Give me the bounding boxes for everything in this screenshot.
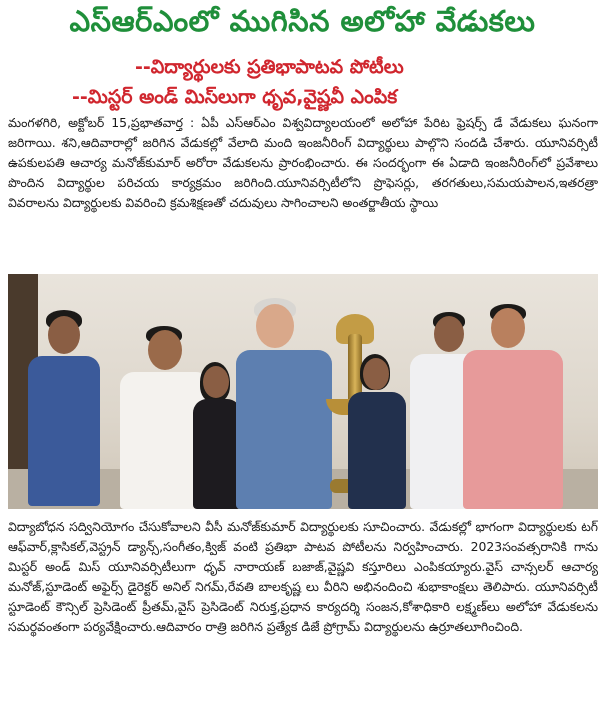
subheadline-1: --విద్యార్థులకు ప్రతిభాపాటవ పోటీలు: [135, 56, 404, 78]
news-photo: [8, 274, 598, 509]
headline: ఎస్ఆర్ఎంలో ముగిసిన అలోహా వేడుకలు: [69, 4, 536, 38]
article-paragraph-2: విద్యాబోధన సద్వినియోగం చేసుకోవాలని వీసీ మనోజ్‌కుమార్ విద్యార్థులకు సూచించారు. వేడుకల్లో భాగంగా విద్యార్థులకు టగ్ ఆఫ్‌వార్,క్లాసికల్,వెస్ట్రన్ డ్యాన్స్,సంగీతం,క్విజ్ వంటి ప్రతిభా పాటవ పోటీలను నిర్వహించారు. 2023సంవత్సరానికి గాను మిస్టర్ అండ్ మిస్ యూనివర్సిటీలుగా ధృవ్ నారాయణ్ బజాజ్,వైష్ణవి కస్తూరిలు ఎంపికయ్యారు.వైస్ చాన్సలర్ ఆచార్య మనోజ్,స్టూడెంట్ అఫైర్స్ డైరెక్టర్ అనిల్ నిగమ్,రేవతి బాలకృష్ణ లు వీరిని అభినందించి శుభాకాంక్షలు తెలిపారు. యూనివర్సిటీ స్టూడెంట్ కౌన్సిల్ ప్రెసిడెంట్ ప్రీతమ్,వైస్ ప్రెసిడెంట్ నిరుక్త,ప్రధాన కార్యదర్శి సంజన,కోశాధికారి లక్ష్మణ్‌లు అలోహా వేడుకలను సమర్థవంతంగా పర్యవేక్షించారు.ఆదివారం రాత్రి జరిగిన ప్రత్యేక డిజే ప్రోగ్రామ్ విద్యార్థులను ఉర్రూతలూగించింది.: [8, 519, 598, 634]
subheadline-2: --మిస్టర్ అండ్ మిస్‌లుగా ధృవ,వైష్ణవీ ఎంపిక: [72, 86, 398, 108]
article-paragraph-1: మంగళగిరి, అక్టోబర్ 15,ప్రభాతవార్త : ఏపీ ఎస్ఆర్ఎం విశ్వవిద్యాలయంలో అలోహా పేరిట ఫ్రెషర్స్ డే వేడుకలు ఘనంగా జరిగాయి. శని,ఆదివారాల్లో జరిగిన వేడుకల్లో వేలాది మంది ఇంజనీరింగ్ విద్యార్థులు పాల్గొని సందడి చేశారు. యూనివర్సిటీ ఉపకులపతి ఆచార్య మనోజ్‌కుమార్ అరోరా వేడుకలను ప్రారంభించారు. ఈ సందర్భంగా ఈ ఏడాది ఇంజనీరింగ్‌లో ప్రవేశాలు పొందిన విద్యార్థుల పరిచయ కార్యక్రమం జరిగింది.యూనివర్సిటీలోని ప్రొఫెసర్లు, తరగతులు,సమయపాలన,ఇతరత్రా వివరాలను విద్యార్థులకు వివరించి క్రమశిక్షణతో చదువులు సాగించాలని అంతర్జాతీయ స్థాయి: [8, 115, 598, 210]
